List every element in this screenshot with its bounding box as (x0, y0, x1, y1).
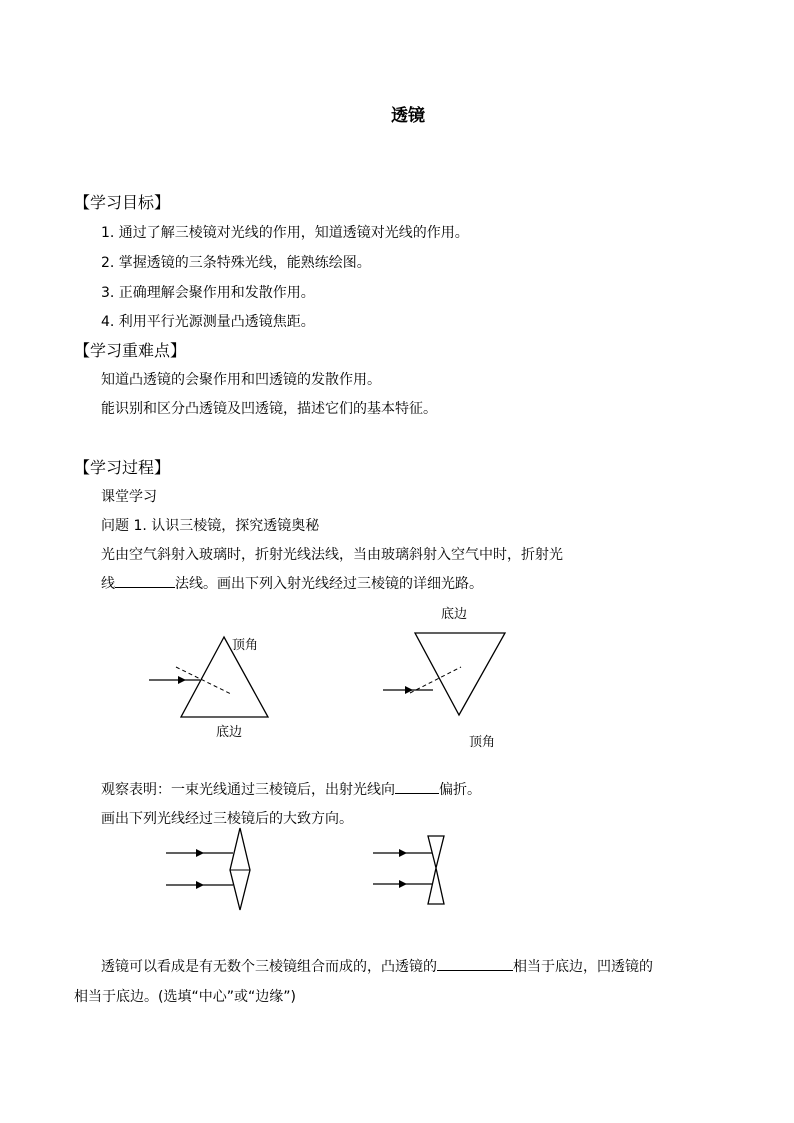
objectives-heading: 【学习目标】 (74, 193, 171, 212)
key-point-item: 能识别和区分凸透镜及凹透镜，描述它们的基本特征。 (101, 401, 437, 417)
fill-blank[interactable] (395, 779, 439, 794)
text-fragment: 相当于底边，凹透镜的 (513, 959, 653, 975)
normal-dashed-line (410, 667, 461, 693)
paragraph-line (101, 573, 483, 593)
arrow-head (405, 686, 413, 694)
concave-prism-pair (428, 836, 444, 904)
fill-blank[interactable] (115, 573, 175, 588)
objective-item: 4. 利用平行光源测量凸透镜焦距。 (101, 314, 315, 330)
objective-item: 3. 正确理解会聚作用和发散作用。 (101, 285, 315, 301)
lens-paragraph-line (101, 956, 653, 976)
prism2-apex-label: 顶角 (469, 735, 496, 750)
prism1-apex-label: 顶角 (232, 638, 259, 653)
paragraph-line: 光由空气斜射入玻璃时，折射光线法线，当由玻璃斜射入空气中时，折射光 (101, 547, 563, 563)
objective-item: 1. 通过了解三棱镜对光线的作用，知道透镜对光线的作用。 (101, 225, 469, 241)
text-fragment: 法线。画出下列入射光线经过三棱镜的详细光路。 (175, 576, 483, 592)
prism2-base-label: 底边 (441, 607, 468, 622)
observation-line (101, 779, 481, 799)
convex-prism-pair (230, 828, 250, 910)
class-study-label: 课堂学习 (101, 489, 157, 505)
lens-paragraph-line: 相当于底边。(选填“中心”或“边缘”) (74, 989, 296, 1005)
page-title: 透镜 (391, 106, 425, 126)
normal-dashed-line (176, 667, 231, 694)
arrow-head (178, 676, 186, 684)
inverted-prism-triangle (415, 633, 505, 715)
text-fragment: 透镜可以看成是有无数个三棱镜组合而成的，凸透镜的 (101, 959, 437, 975)
fill-blank[interactable] (437, 956, 513, 971)
arrow-head (196, 881, 204, 889)
process-heading: 【学习过程】 (74, 458, 171, 477)
arrow-head (399, 849, 407, 857)
draw-instruction: 画出下列光线经过三棱镜后的大致方向。 (101, 811, 353, 827)
objective-item: 2. 掌握透镜的三条特殊光线，能熟练绘图。 (101, 255, 371, 271)
text-fragment: 观察表明：一束光线通过三棱镜后，出射光线向 (101, 782, 395, 798)
arrow-head (399, 880, 407, 888)
prism1-base-label: 底边 (216, 725, 243, 740)
arrow-head (196, 849, 204, 857)
text-fragment: 线 (101, 576, 115, 592)
key-point-item: 知道凸透镜的会聚作用和凹透镜的发散作用。 (101, 372, 381, 388)
text-fragment: 偏折。 (439, 782, 481, 798)
key-points-heading: 【学习重难点】 (74, 341, 187, 360)
question-1: 问题 1. 认识三棱镜，探究透镜奥秘 (101, 518, 320, 534)
